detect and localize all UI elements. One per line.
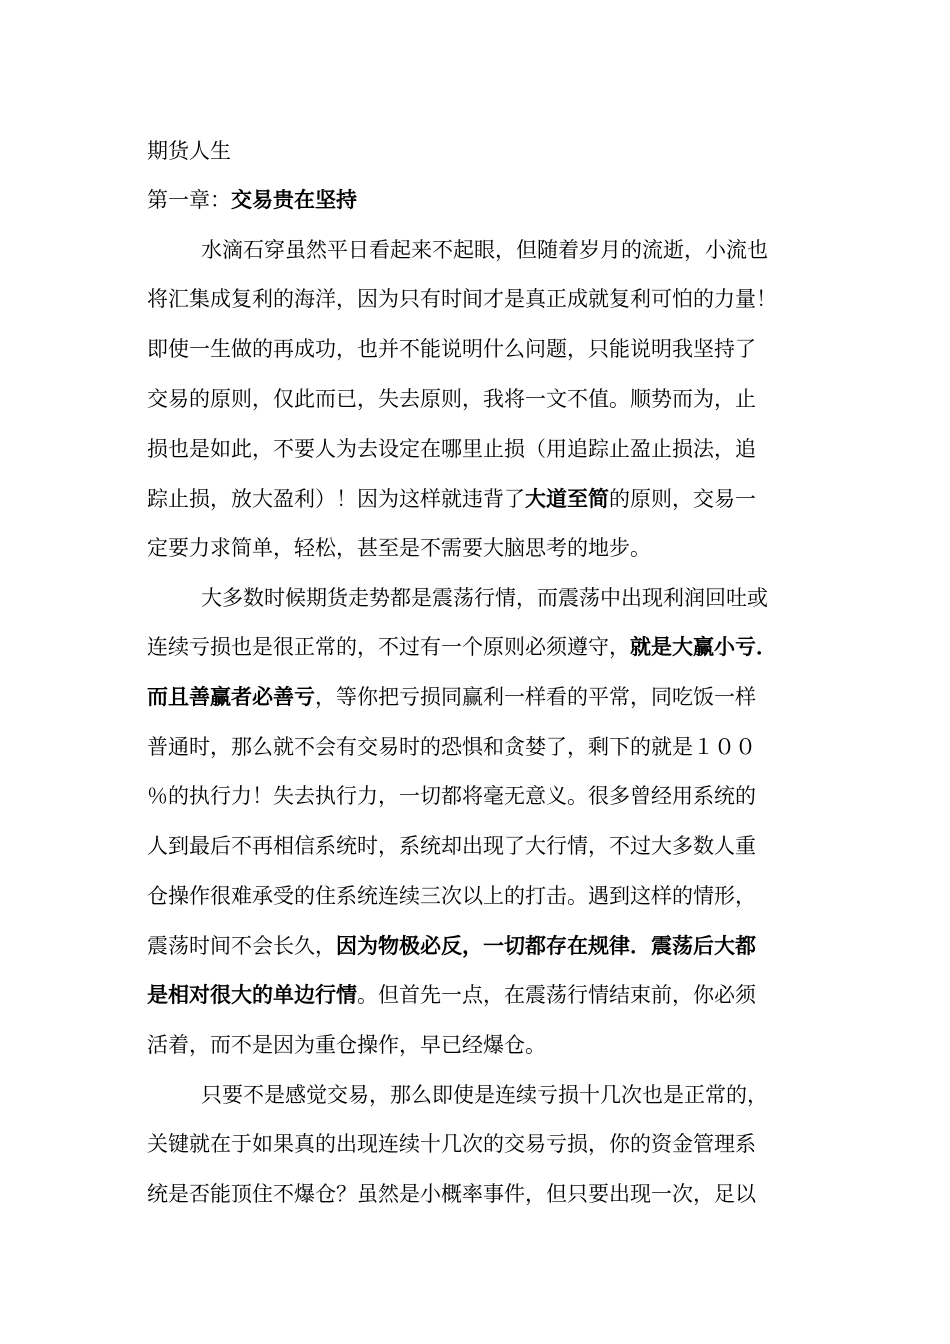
- body-line: [147, 781, 756, 811]
- text-segment: ，等你把亏损同赢利一样看的平常，同吃饭一样: [315, 685, 756, 709]
- body-line: [147, 384, 756, 414]
- text-segment: 活着，而不是因为重仓操作，早已经爆仓。: [147, 1033, 546, 1057]
- text-segment: 的原则，交易一: [609, 487, 756, 511]
- text-segment: 大多数时候期货走势都是震荡行情，而震荡中出现利润回吐或: [201, 586, 768, 610]
- text-segment: 水滴石穿虽然平日看起来不起眼，但随着岁月的流逝，小流也: [201, 238, 768, 262]
- text-segment: 仓操作很难承受的住系统连续三次以上的打击。遇到这样的情形，: [147, 884, 756, 908]
- text-segment: 人到最后不再相信系统时，系统却出现了大行情，不过大多数人重: [147, 834, 756, 858]
- text-segment: 只要不是感觉交易，那么即使是连续亏损十几次也是正常的，: [201, 1083, 768, 1107]
- text-segment: 统是否能顶住不爆仓？虽然是小概率事件，但只要出现一次，足以: [147, 1182, 756, 1206]
- text-segment: 定要力求简单，轻松，甚至是不需要大脑思考的地步。: [147, 536, 651, 560]
- text-segment: 关键就在于如果真的出现连续十几次的交易亏损，你的资金管理系: [147, 1132, 756, 1156]
- document-title: 期货人生: [147, 139, 231, 163]
- body-line: [147, 1179, 756, 1209]
- text-segment: ％的执行力！失去执行力，一切都将毫无意义。很多曾经用系统的: [147, 784, 756, 808]
- chapter-title: 交易贵在坚持: [231, 187, 357, 212]
- body-line: [147, 334, 756, 364]
- body-line: [147, 434, 756, 464]
- bold-text: 而且善赢者必善亏: [147, 684, 315, 709]
- body-line: [147, 284, 777, 314]
- text-segment: 损也是如此，不要人为去设定在哪里止损（用追踪止盈止损法，追: [147, 437, 756, 461]
- body-line: [147, 881, 756, 911]
- body-line: [147, 682, 756, 712]
- bold-text: 因为物极必反，一切都存在规律．震荡后大都: [336, 933, 756, 958]
- body-line: [147, 484, 756, 514]
- text-segment: 交易的原则，仅此而已，失去原则，我将一文不值。顺势而为，止: [147, 387, 756, 411]
- body-line: [147, 831, 756, 861]
- body-line: [147, 533, 651, 563]
- body-line: [147, 980, 756, 1010]
- bold-text: 是相对很大的单边行情: [147, 982, 357, 1007]
- body-line: [147, 931, 756, 961]
- body-line: [147, 732, 756, 762]
- body-line: [201, 583, 768, 613]
- text-segment: 震荡时间不会长久，: [147, 934, 336, 958]
- text-segment: 将汇集成复利的海洋，因为只有时间才是真正成就复利可怕的力量！: [147, 287, 777, 311]
- body-line: [147, 632, 777, 662]
- chapter-prefix: 第一章：: [147, 188, 231, 212]
- bold-text: 大道至简: [525, 486, 609, 511]
- bold-text: 就是大赢小亏．: [630, 634, 777, 659]
- body-line: [147, 1129, 756, 1159]
- text-segment: 。但首先一点，在震荡行情结束前，你必须: [357, 983, 756, 1007]
- chapter-heading: [147, 185, 357, 215]
- text-segment: 踪止损，放大盈利）！因为这样就违背了: [147, 487, 525, 511]
- body-line: [201, 1080, 768, 1110]
- body-line: [201, 235, 768, 265]
- text-segment: 连续亏损也是很正常的，不过有一个原则必须遵守，: [147, 635, 630, 659]
- text-segment: 普通时，那么就不会有交易时的恐惧和贪婪了，剩下的就是１００: [147, 735, 756, 759]
- text-segment: 即使一生做的再成功，也并不能说明什么问题，只能说明我坚持了: [147, 337, 756, 361]
- body-line: [147, 1030, 546, 1060]
